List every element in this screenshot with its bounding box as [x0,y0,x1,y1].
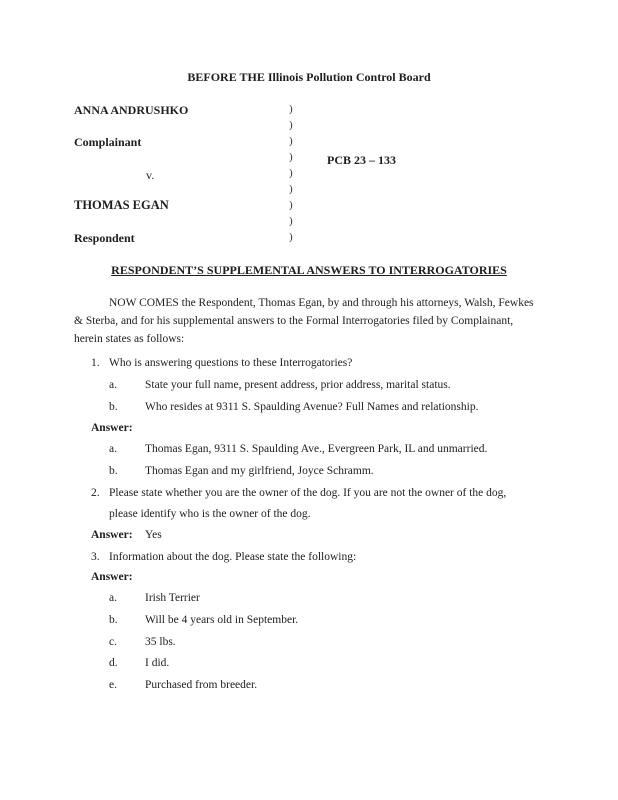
caption-paren: ) [289,135,293,147]
answer-letter: b. [109,465,118,477]
respondent-label: Respondent [74,231,135,245]
answer-label: Answer: [91,529,133,541]
versus-label: v. [146,168,155,182]
question-text: Who is answering questions to these Interrogatories? [109,357,353,369]
question-number: 2. [91,487,100,499]
sub-letter: b. [109,401,118,413]
board-header: BEFORE THE Illinois Pollution Control Board [187,70,431,84]
answer-text: Thomas Egan, 9311 S. Spaulding Ave., Evergreen Park, IL and unmarried. [145,443,488,455]
answer-label: Answer: [91,571,133,583]
caption-paren: ) [289,151,293,163]
caption-paren: ) [289,231,293,243]
caption-paren: ) [289,199,293,211]
answer-text: Yes [145,529,162,541]
answer-text: 35 lbs. [145,636,176,648]
sub-question-text: State your full name, present address, prior address, marital status. [145,379,451,391]
answer-text: Thomas Egan and my girlfriend, Joyce Schramm. [145,465,374,477]
caption-paren: ) [289,183,293,195]
answer-text: Irish Terrier [145,592,200,604]
intro-paragraph: NOW COMES the Respondent, Thomas Egan, by and through his attorneys, Walsh, Fewkes & Sterba, and for his supplemental answers to the Formal Interrogatories filed by Complainant, herein states as follows: [74,297,534,345]
caption-paren: ) [289,167,293,179]
caption-paren: ) [289,119,293,131]
answer-letter: a. [109,443,117,455]
answer-text: Will be 4 years old in September. [145,614,299,626]
case-number: PCB 23 – 133 [327,153,396,167]
complainant-name: ANNA ANDRUSHKO [74,103,189,117]
answer-letter: c. [109,636,117,648]
question-number: 1. [91,357,100,369]
sub-question-text: Who resides at 9311 S. Spaulding Avenue? Full Names and relationship. [145,401,479,413]
answer-letter: d. [109,657,118,669]
answer-text: I did. [145,657,170,669]
complainant-label: Complainant [74,135,142,149]
question-text: Please state whether you are the owner of the dog. If you are not the owner of the dog, [109,487,507,499]
answer-letter: a. [109,592,117,604]
question-number: 3. [91,551,100,563]
answer-label: Answer: [91,422,133,434]
answer-text: Purchased from breeder. [145,679,258,691]
question-text: please identify who is the owner of the dog. [109,508,311,520]
caption-paren: ) [289,215,293,227]
answer-letter: e. [109,679,117,691]
answer-letter: b. [109,614,118,626]
question-text: Information about the dog. Please state the following: [109,551,357,563]
respondent-name: THOMAS EGAN [74,198,169,212]
document-title: RESPONDENT’S SUPPLEMENTAL ANSWERS TO INTERROGATORIES [111,263,507,277]
caption-paren: ) [289,103,293,115]
sub-letter: a. [109,379,117,391]
